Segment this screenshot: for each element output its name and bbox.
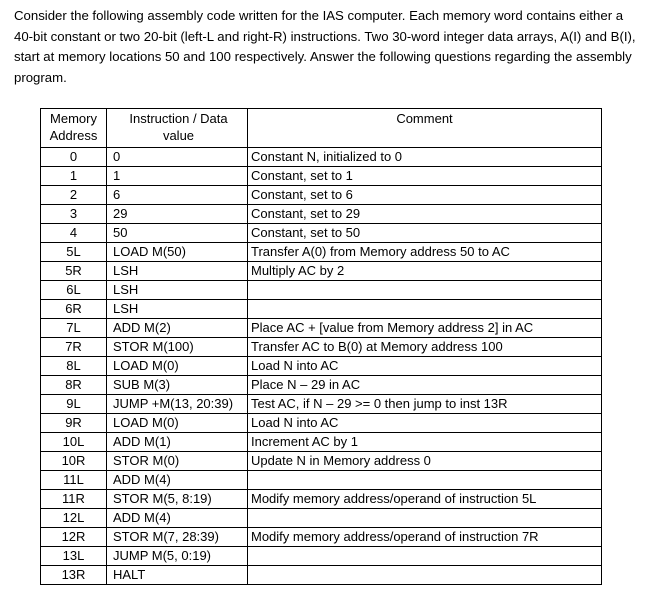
cell-comment [248,547,602,566]
table-row [41,319,602,338]
header-comment: Comment [248,109,602,148]
cell-comment [248,471,602,490]
table-row [41,281,602,300]
table-row [41,414,602,433]
cell-instruction: ADD M(2) [107,319,248,338]
table-header-row [41,109,602,148]
cell-address: 6L [41,281,107,300]
cell-address: 5R [41,262,107,281]
header-address-line2: Address [49,128,98,143]
table-row [41,547,602,566]
cell-address: 0 [41,148,107,167]
header-memory-address [41,109,107,148]
cell-comment: Constant N, initialized to 0 [248,148,602,167]
table-row [41,224,602,243]
table-row [41,452,602,471]
cell-comment: Constant, set to 29 [248,205,602,224]
table-row [41,186,602,205]
table-row [41,528,602,547]
cell-address: 3 [41,205,107,224]
cell-comment [248,566,602,585]
cell-instruction: LSH [107,300,248,319]
cell-instruction: STOR M(100) [107,338,248,357]
table-row [41,357,602,376]
table-row [41,262,602,281]
intro-paragraph: Consider the following assembly code written for the IAS computer. Each memory word contains either a 40-bit constant or two 20-bit (left-L and right-R) instructions. Two 30-word integer data arrays, A(I) and B(I), start at memory locations 50 and 100 respectively. Answer the following questions regarding the assembly program. [14,8,636,85]
cell-address: 4 [41,224,107,243]
cell-address: 8R [41,376,107,395]
cell-comment: Constant, set to 1 [248,167,602,186]
cell-address: 5L [41,243,107,262]
table-row [41,243,602,262]
cell-instruction: LOAD M(0) [107,357,248,376]
cell-comment: Modify memory address/operand of instruction 7R [248,528,602,547]
table-row [41,376,602,395]
cell-comment: Load N into AC [248,414,602,433]
cell-address: 12L [41,509,107,528]
cell-instruction: ADD M(4) [107,471,248,490]
cell-instruction: HALT [107,566,248,585]
cell-comment: Multiply AC by 2 [248,262,602,281]
cell-comment: Update N in Memory address 0 [248,452,602,471]
cell-instruction: 50 [107,224,248,243]
cell-instruction: JUMP +M(13, 20:39) [107,395,248,414]
cell-comment: Place N – 29 in AC [248,376,602,395]
table-row [41,148,602,167]
cell-address: 2 [41,186,107,205]
cell-comment: Transfer A(0) from Memory address 50 to AC [248,243,602,262]
cell-address: 13R [41,566,107,585]
cell-address: 11L [41,471,107,490]
cell-comment [248,509,602,528]
table-row [41,395,602,414]
cell-instruction: ADD M(1) [107,433,248,452]
cell-address: 9L [41,395,107,414]
cell-comment: Constant, set to 50 [248,224,602,243]
table-row [41,300,602,319]
table-row [41,471,602,490]
cell-comment: Place AC + [value from Memory address 2] in AC [248,319,602,338]
table-row [41,338,602,357]
cell-address: 8L [41,357,107,376]
cell-instruction: 0 [107,148,248,167]
cell-address: 7L [41,319,107,338]
cell-instruction: SUB M(3) [107,376,248,395]
header-address-line1: Memory [50,111,97,126]
cell-comment [248,281,602,300]
cell-comment: Constant, set to 6 [248,186,602,205]
cell-instruction: LOAD M(0) [107,414,248,433]
cell-address: 13L [41,547,107,566]
ias-program-table [40,108,602,585]
cell-instruction: LOAD M(50) [107,243,248,262]
cell-comment: Increment AC by 1 [248,433,602,452]
table-body [41,148,602,585]
cell-address: 6R [41,300,107,319]
cell-address: 11R [41,490,107,509]
table-row [41,509,602,528]
cell-address: 10R [41,452,107,471]
table-row [41,205,602,224]
table-row [41,490,602,509]
cell-address: 10L [41,433,107,452]
cell-comment: Modify memory address/operand of instruction 5L [248,490,602,509]
cell-instruction: LSH [107,281,248,300]
cell-instruction: 1 [107,167,248,186]
cell-instruction: STOR M(0) [107,452,248,471]
header-instruction-line1: Instruction / Data [129,111,228,126]
cell-comment: Load N into AC [248,357,602,376]
cell-comment: Test AC, if N – 29 >= 0 then jump to inst 13R [248,395,602,414]
table-row [41,433,602,452]
cell-instruction: 6 [107,186,248,205]
cell-instruction: JUMP M(5, 0:19) [107,547,248,566]
cell-instruction: STOR M(7, 28:39) [107,528,248,547]
header-instruction-data [107,109,248,148]
cell-comment: Transfer AC to B(0) at Memory address 100 [248,338,602,357]
cell-address: 12R [41,528,107,547]
cell-instruction: ADD M(4) [107,509,248,528]
cell-comment [248,300,602,319]
table-row [41,167,602,186]
header-instruction-line2: value [162,128,195,143]
table-row [41,566,602,585]
cell-instruction: LSH [107,262,248,281]
cell-instruction: 29 [107,205,248,224]
cell-address: 7R [41,338,107,357]
cell-address: 1 [41,167,107,186]
cell-address: 9R [41,414,107,433]
cell-instruction: STOR M(5, 8:19) [107,490,248,509]
